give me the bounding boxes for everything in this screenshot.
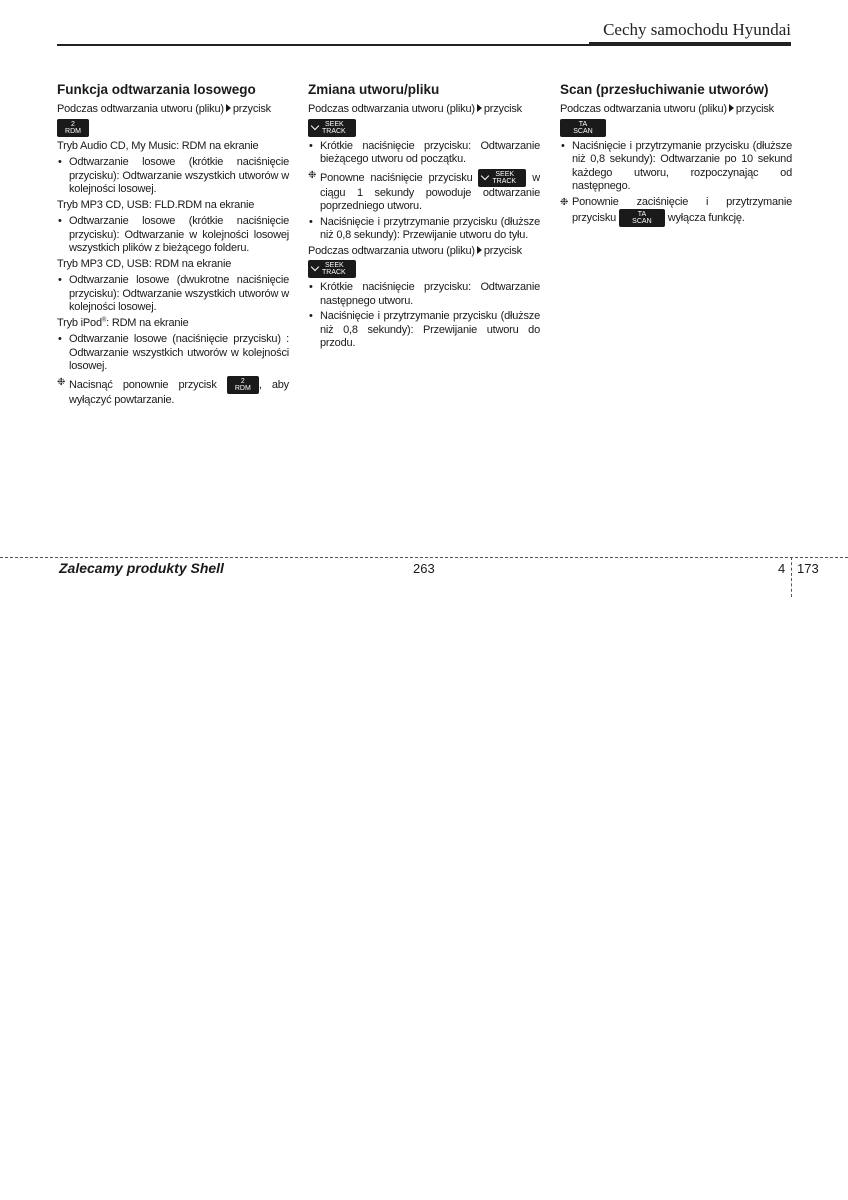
note-item: ❉ Ponownie zaciśnięcie i przytrzymanie przycisku TA SCAN wyłącza funkcję. [560,195,792,225]
note-asterisk-icon: ❉ [308,169,317,181]
mode-label: Tryb iPod®: RDM na ekranie [57,316,189,329]
section-heading: Funkcja odtwarzania losowego [57,82,256,97]
section-heading: Zmiana utworu/pliku [308,82,440,97]
column-scan [560,82,792,229]
list-item: • Naciśnięcie i przytrzymanie przycisku (dłuższe niż 0,8 sekundy): Przewijanie utworu do tyłu. [309,215,540,241]
intro-paragraph: Podczas odtwarzania utworu (pliku) przycisk TA SCAN [560,103,774,135]
list-item: • Naciśnięcie i przytrzymanie przycisku (dłuższe niż 0,8 sekundy): Odtwarzanie po 10 sekund każdego utworu, rozpoczynając od następnego. [561,139,792,192]
footer-vertical-divider [791,557,792,597]
bullet-icon: • [58,215,62,227]
seek-track-down-button-icon: SEEK TRACK [308,119,356,137]
header-rule-accent [589,42,791,46]
mode-label: Tryb MP3 CD, USB: FLD.RDM na ekranie [57,198,255,211]
bullet-icon: • [561,139,565,152]
bullet-icon: • [309,281,313,293]
page-header-title: Cechy samochodu Hyundai [603,20,791,39]
seek-track-down-button-icon: SEEK TRACK [478,169,526,187]
list-item: • Odtwarzanie losowe (krótkie naciśnięcie przycisku): Odtwarzanie w kolejności losowej wszystkich plików z bieżącego folderu. [58,215,289,254]
mode-label: Tryb MP3 CD, USB: RDM na ekranie [57,257,232,270]
arrow-right-icon [477,246,482,254]
note-item: ❉ Nacisnąć ponownie przycisk 2 RDM , aby wyłączyć powtarzanie. [57,376,289,406]
bullet-icon: • [58,333,62,345]
note-asterisk-icon: ❉ [560,196,569,208]
ta-scan-button-icon: TA SCAN [560,119,606,137]
list-item: • Odtwarzanie losowe (dwukrotne naciśnięcie przycisku): Odtwarzanie wszystkich utworów w kolejności losowej. [58,274,289,313]
list-item: • Odtwarzanie losowe (naciśnięcie przycisku) : Odtwarzanie wszystkich utworów w kolejności losowej. [58,333,289,372]
footer-slogan: Zalecamy produkty Shell [59,560,224,576]
column-random-playback [57,82,289,409]
note-item: ❉ Ponowne naciśnięcie przycisku SEEK TRACK w ciągu 1 sekundy powoduje odtwarzanie poprzedniego utworu. [308,169,541,212]
footer-divider [0,557,848,558]
rdm-button-icon: 2 RDM [57,119,89,137]
intro-paragraph: Podczas odtwarzania utworu (pliku) przycisk 2 RDM [57,103,271,135]
rdm-button-icon: 2 RDM [227,376,259,394]
bullet-icon: • [58,156,62,168]
arrow-right-icon [729,104,734,112]
list-item: • Naciśnięcie i przytrzymanie przycisku (dłuższe niż 0,8 sekundy): Przewijanie utworu do przodu. [309,310,540,349]
bullet-icon: • [58,274,62,286]
bullet-icon: • [309,215,313,228]
footer-chapter-number: 4 [778,561,786,576]
seek-track-up-button-icon: SEEK TRACK [308,260,356,278]
column-change-track [308,82,540,353]
section-heading: Scan (przesłuchiwanie utworów) [560,82,769,97]
chevron-down-icon [311,121,319,129]
bullet-icon: • [309,310,313,322]
intro-paragraph: Podczas odtwarzania utworu (pliku) przycisk SEEK TRACK [308,103,522,135]
chevron-down-icon [481,171,489,179]
ta-scan-button-icon: TA SCAN [619,209,665,227]
list-item: • Krótkie naciśnięcie przycisku: Odtwarzanie bieżącego utworu od początku. [309,139,540,165]
note-asterisk-icon: ❉ [57,376,66,388]
bullet-icon: • [309,139,313,152]
footer-page-number: 263 [413,561,435,576]
mode-label: Tryb Audio CD, My Music: RDM na ekranie [57,139,259,152]
chevron-down-icon [311,263,319,271]
arrow-right-icon [226,104,231,112]
intro-paragraph: Podczas odtwarzania utworu (pliku) przycisk SEEK TRACK [308,244,522,276]
arrow-right-icon [477,104,482,112]
list-item: • Krótkie naciśnięcie przycisku: Odtwarzanie następnego utworu. [309,281,540,307]
list-item: • Odtwarzanie losowe (krótkie naciśnięcie przycisku): Odtwarzanie wszystkich utworów w kolejności losowej. [58,156,289,195]
footer-manual-page: 173 [797,561,819,576]
